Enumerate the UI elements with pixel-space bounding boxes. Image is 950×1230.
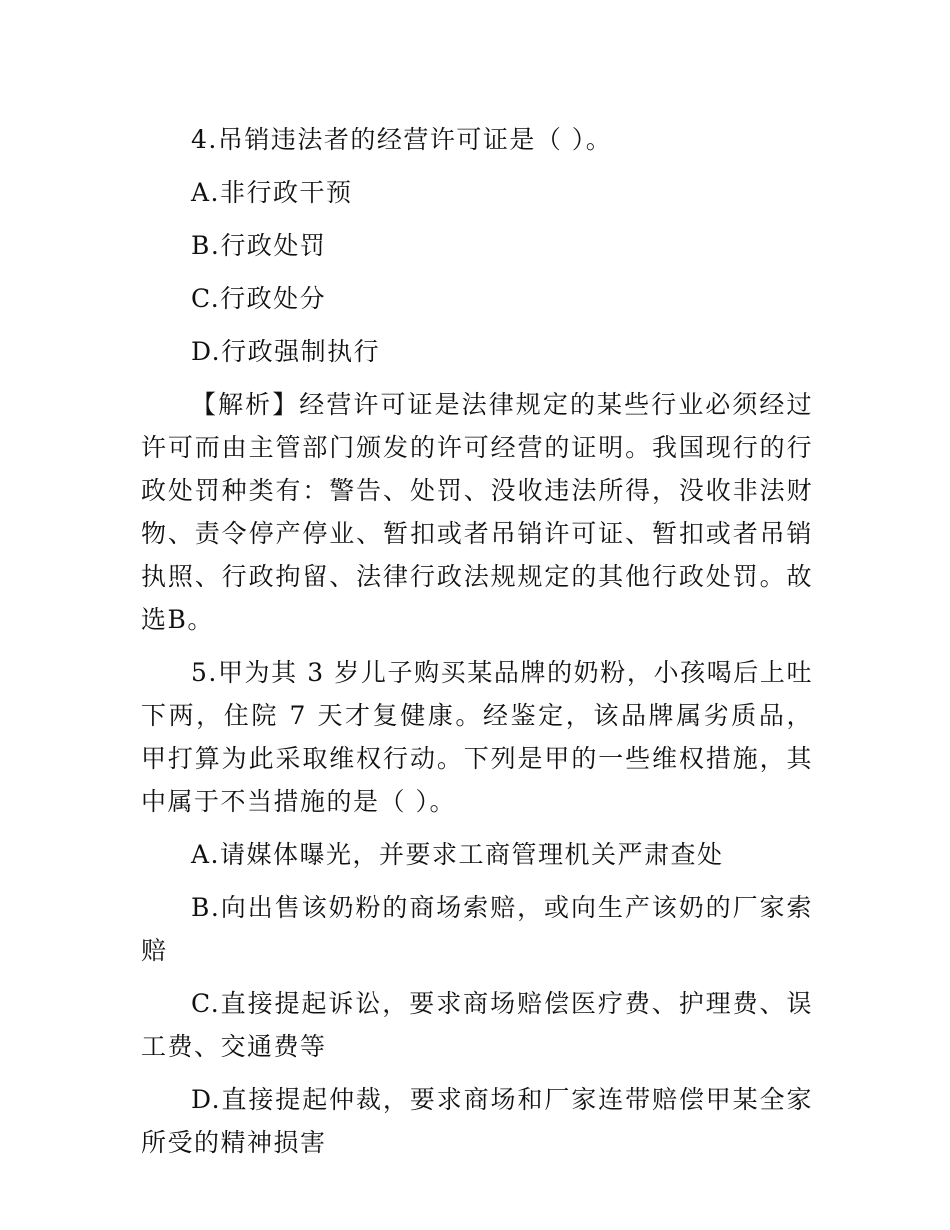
question-4-analysis: 【解析】经营许可证是法律规定的某些行业必须经过许可而由主管部门颁发的许可经营的证明。我国现行的行政处罚种类有：警告、处罚、没收违法所得，没收非法财物、责令停产停业、暂扣或者吊销许可证、暂扣或者吊销执照、行政拘留、法律行政法规规定的其他行政处罚。故选B。 [141, 390, 813, 634]
question-4-stem: 4.吊销违法者的经营许可证是（ ）。 [191, 125, 613, 154]
question-5-option-c: C.直接提起诉讼，要求商场赔偿医疗费、护理费、误工费、交通费等 [141, 989, 813, 1061]
question-5-stem: 5.甲为其 3 岁儿子购买某品牌的奶粉，小孩喝后上吐下两，住院 7 天才复健康。经鉴定，该品牌属劣质品，甲打算为此采取维权行动。下列是甲的一些维权措施，其中属于不当措施的是（ ）。 [141, 658, 813, 816]
document-content [141, 118, 813, 1164]
question-4-option-c: C.行政处分 [191, 284, 327, 313]
question-5-option-b: B.向出售该奶粉的商场索赔，或向生产该奶的厂家索赔 [141, 893, 813, 965]
question-5-option-d: D.直接提起仲裁，要求商场和厂家连带赔偿甲某全家所受的精神损害 [141, 1085, 813, 1157]
question-4-option-a: A.非行政干预 [191, 178, 353, 207]
question-5-option-a: A.请媒体曝光，并要求工商管理机关严肃查处 [191, 840, 724, 869]
question-4-option-b: B.行政处罚 [191, 231, 327, 260]
question-4-option-d: D.行政强制执行 [191, 337, 381, 366]
